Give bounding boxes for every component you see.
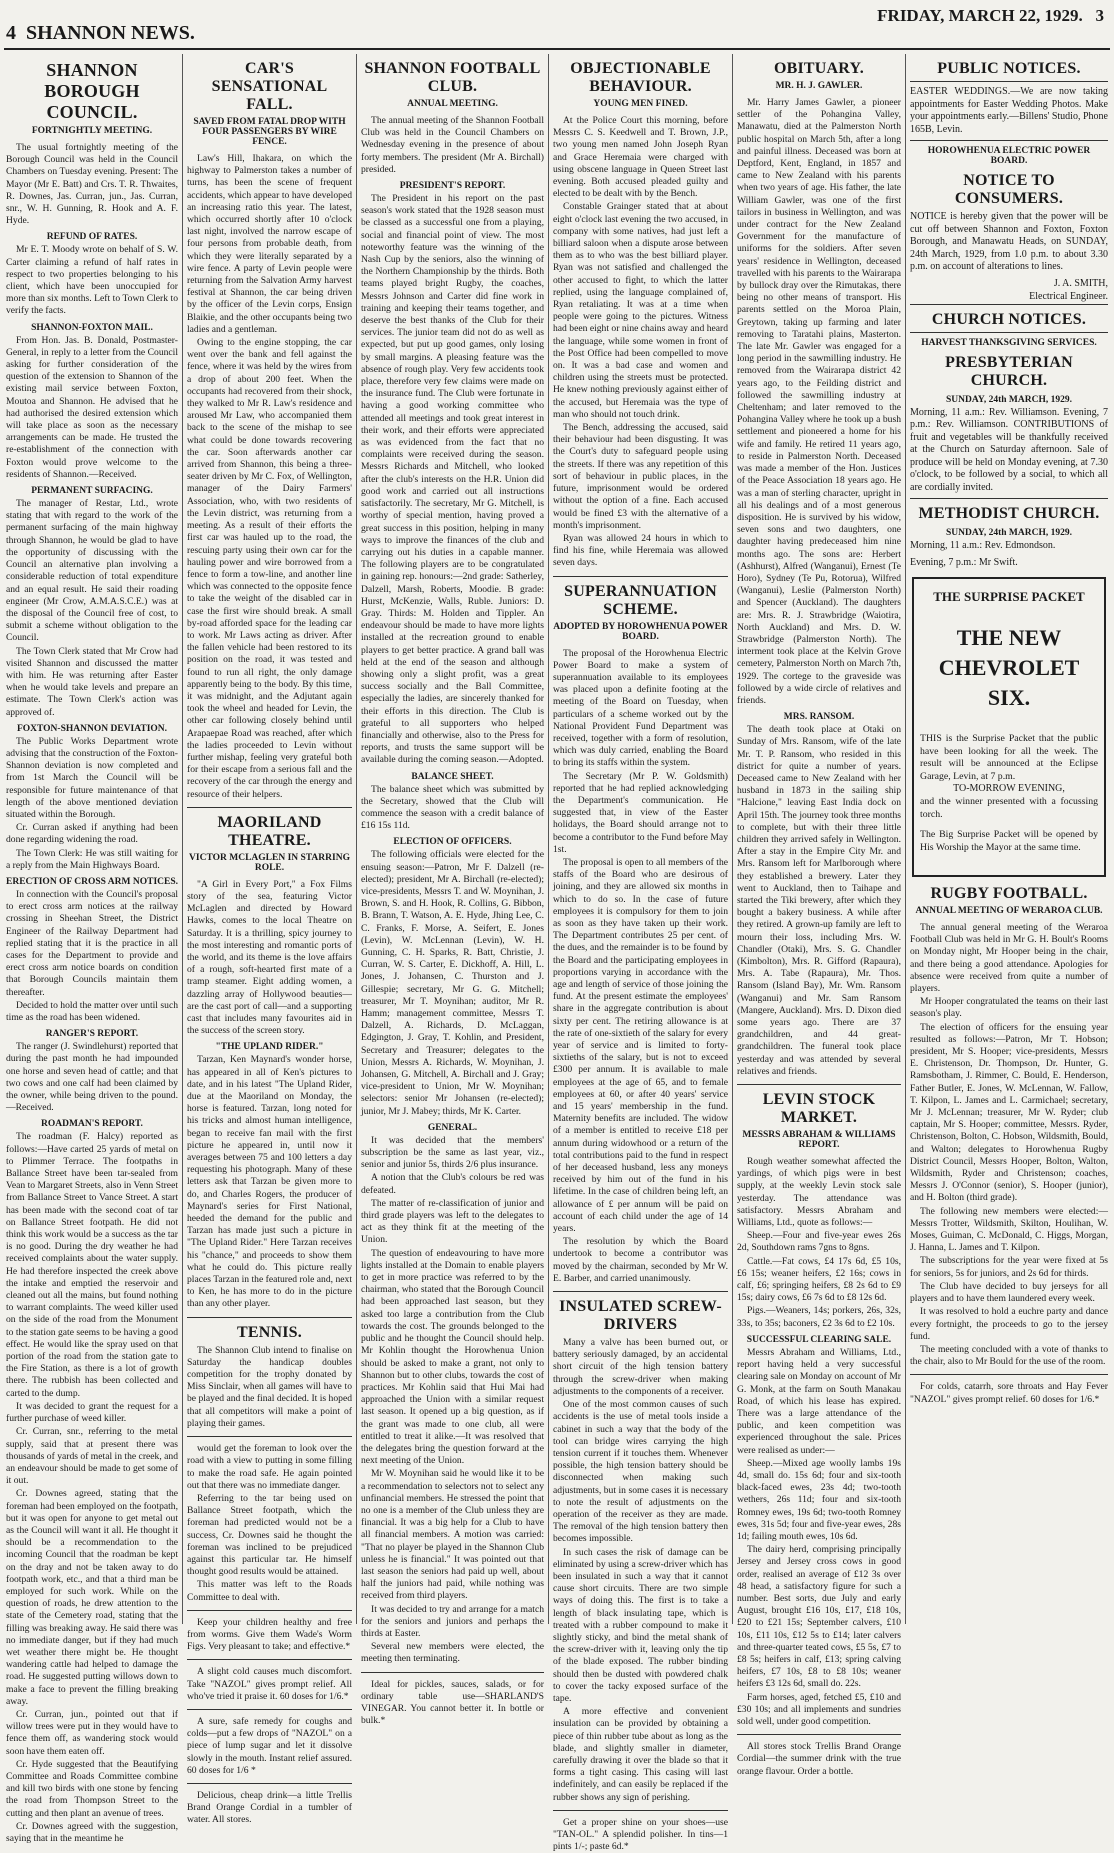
advert-body: THIS is the Surprise Packet that the public have been looking for all the week. The result will be announced at the Eclipse Garage, Levin, at 7 p.m. (920, 733, 1098, 782)
divider (910, 1374, 1108, 1375)
power-board-title: HOROWHENUA ELECTRIC POWER BOARD. (927, 146, 1091, 166)
section-heading: ERECTION OF CROSS ARM NOTICES. (6, 876, 178, 887)
paragraph: It was resolved to hold a euchre party and dance every fortnight, the proceeds to go to the jersey fund. (910, 1306, 1108, 1342)
paragraph: Sheep.—Four and five-year ewes 26s 2d, Southdown rams 7gns to 8gns. (737, 1230, 901, 1254)
divider (187, 1783, 352, 1784)
section-heading: GENERAL. (427, 1122, 478, 1133)
section-heading: ELECTION OF OFFICERS. (393, 837, 512, 848)
section-heading: FOXTON-SHANNON DEVIATION. (16, 723, 168, 734)
paragraph: One of the most common causes of such accidents is the use of metal tools inside a cabinet in such a way that the body of the tool can bridge wires carrying the high tension current if it touches them. Whenever possible, the high tension battery should be disconnected when making such adjustments, but in some cases it is necessary to note the result of adjustments on the operation of the receiver as they are made. The removal of the high tension battery then becomes impossible. (553, 1399, 728, 1545)
advert-line: CHEVROLET (938, 655, 1080, 680)
divider (553, 576, 728, 577)
divider (910, 140, 1108, 141)
headline-rugby-football: RUGBY FOOTBALL. (930, 885, 1088, 902)
subhead-stock-report: MESSRS ABRAHAM & WILLIAMS REPORT. (742, 1130, 896, 1151)
paragraph: Messrs Abraham and Williams, Ltd., report having held a very successful clearing sale on Monday on account of Mr G. Monk, at the farm on South Manakau Road, of which his lease has expired. There was a large attendance of the public, and keen competition was experienced throughout the sale. Prices were realised as under:— (737, 1346, 901, 1456)
paragraph: Mr W. Moynihan said he would like it to be a recommendation to selectors not to select any unfinancial members. He stressed the point that no one is a member of the Club unless they are financial. It was a big help for a Club to have all financial members. A motion was carried: "That no player be played in the Shannon Club unless he is financial." It was pointed out that last season the seniors had paid up well, about half the juniors had paid, while nothing was received from third players. (361, 1468, 544, 1602)
page-number-right: 3 (1095, 6, 1104, 25)
advert-mayor: The Big Surprise Packet will be opened by His Worship the Mayor at the same time. (920, 829, 1098, 853)
divider (910, 304, 1108, 305)
paragraph: Several new members were elected, the meeting then terminating. (361, 1641, 544, 1665)
article-body (6, 142, 178, 1845)
paragraph: Many a valve has been burned out, or battery seriously damaged, by an accidental short circuit of the high tension battery through the screw-driver when making adjustments to the components of a receiver. (553, 1337, 728, 1397)
section-heading: MRS. RANSOM. (783, 712, 855, 723)
paragraph: The manager of Restar, Ltd., wrote stating that with regard to the work of the permanent surfacing of the main highway through Shannon, he would be glad to have the opportunity of discussing with the Council an alternative plan involving a considerable reduction of total expenditure and an equal result. He said their roading engineer (Mr Crow, A.M.A.S.C.E.) was at the disposal of the Council free of cost, to submit a scheme without obligation to the Council. (6, 498, 178, 644)
paragraph: It was decided to try and arrange for a match for the seniors and juniors and perhaps the thirds at Easter. (361, 1603, 544, 1639)
methodist-evening: Evening, 7 p.m.: Mr Swift. (910, 556, 1018, 568)
headline-car-fall: CAR'S SENSATIONAL FALL. (211, 60, 328, 113)
divider (187, 1317, 352, 1318)
paragraph: The balance sheet which was submitted by the Secretary, showed that the Club will commence the season with a credit balance of £16 15s 11d. (361, 783, 544, 832)
paragraph: Owing to the engine stopping, the car went over the bank and fell against the fence, where it was held by the wires from a drop of about 200 feet. When the occupants had recovered from their shock, they walked to Mr R. Law's residence and aroused Mr Law, who accompanied them back to the scene of the mishap to see what could be done towards recovering the car. Soon afterwards another car arrived from Shannon, this being a three-seater driven by Mr C. Fox, of Wellington, manager of the Dairy Farmers' Association, who, with two residents of the Levin district, was returning from a meeting. As a result of their efforts the first car was hauled up to the road, the rescuing party using their own car for the hauling power and wire borrowed from a fence to form a tow-line, and another line which was connected to the opposite fence to take the weight of the disabled car in case the first wire should break. A small by-road afforded space for the leading car to work. Mr Laws acting as driver. After the fallen vehicle had been restored to its position on the road, it was tested and found to run all right, the only damage apparently being to the body. By this time, it was midnight, and the Adjutant again took the wheel and headed for Levin, the other car following closely behind until Arapaepae Road was reached, after which the ladies proceeded to Levin without further mishap, feeling very grateful both for their escape from a serious fall and the recovery of the car through the energy and resource of their helpers. (187, 337, 352, 800)
section-heading: RANGER'S REPORT. (45, 1029, 139, 1040)
notice-easter-weddings: EASTER WEDDINGS.—We are now taking appointments for Easter Wedding Photos. Make your appointments early.—Billens' Studio, Phone 165B, Levin. (910, 86, 1108, 135)
headline-church-notices: CHURCH NOTICES. (931, 310, 1087, 328)
headline-borough-council: SHANNON BOROUGH COUNCIL. (44, 60, 140, 122)
divider (553, 1810, 728, 1811)
paragraph: Cr. Hyde suggested that the Beautifying Committee and Roads Committee combine and kill two birds with one stone by fencing the road from Thompson Street to the cutting and then plant an avenue of trees. (6, 1758, 178, 1819)
subhead-superannuation: ADOPTED BY HOROWHENUA POWER BOARD. (553, 621, 728, 642)
subhead-annual-meeting: ANNUAL MEETING. (407, 99, 498, 109)
advert-title: THE SURPRISE PACKET (933, 589, 1085, 604)
paragraph: This matter was left to the Roads Committee to deal with. (187, 1579, 352, 1603)
headline-superannuation: SUPERANNUATION SCHEME. (564, 582, 717, 618)
headline-football-club: SHANNON FOOTBALL CLUB. (364, 60, 541, 95)
section-heading: "THE UPLAND RIDER." (215, 1042, 324, 1053)
section-heading: SUCCESSFUL CLEARING SALE. (746, 1334, 892, 1345)
paragraph: Sheep.—Mixed age woolly lambs 19s 4d, small do. 15s 6d; four and six-tooth black-faced ewes, 23s 4d; two-tooth wethers, 26s 11d; four and six-tooth Romney ewes, 19s 6d; two-tooth Romney ewes, 31s 5d; four and five-year ewes, 28s 1d; failing mouth ewes, 10s 6d. (737, 1457, 901, 1542)
subhead-theatre: VICTOR MCLAGLEN IN STARRING ROLE. (189, 852, 350, 873)
headline-obituary: OBITUARY. (773, 60, 864, 77)
headline-screwdrivers: INSULATED SCREW-DRIVERS (559, 1298, 722, 1334)
paragraph: The Club have decided to buy jerseys for all players and to have them laundered every week. (910, 1280, 1108, 1305)
paragraph: From Hon. Jas. B. Donald, Postmaster-General, in reply to a letter from the Council asking for further consideration of the question of the extension to Shannon of the existing mail service between Foxton, Moutoa and Shannon. He advised that he had authorised the desired extension which will take place as soon as the necessary arrangements can be made. He trusted the re-establishment of the connection with Foxton would prove welcome to the residents of Shannon.—Received. (6, 334, 178, 480)
headline-tennis: TENNIS. (237, 1323, 302, 1341)
column-obituary (733, 54, 905, 1777)
column-borough-council (2, 54, 182, 1844)
power-notice-text: NOTICE is hereby given that the power will be cut off between Shannon and Foxton, Foxton Borough, and Manawatu Heads, on SUNDAY, 24th March, 1929, from 1.0 p.m. to about 3.30 p.m. on account of alterations to lines. (910, 211, 1108, 272)
paragraph: A more effective and convenient insulation can be provided by obtaining a piece of thin rubber tube about as long as the blade, and slightly smaller in diameter, carefully drawing it over the blade so that it forms a tight casing. This casing will last indefinitely, and can easily be replaced if the rubber shows any sign of perishing. (553, 1706, 728, 1803)
advert-text: Ideal for pickles, sauces, salads, or for ordinary table use—SHARLAND'S VINEGAR. You cannot better it. In bottle or bulk.* (361, 1678, 544, 1727)
advert-line: THE NEW (956, 625, 1062, 650)
paragraph: The annual general meeting of the Weraroa Football Club was held in Mr G. H. Boult's Rooms on Monday night, Mr Hooper being in the chair, and there being a good attendance. Apologies for absence were received from quite a number of players. (910, 922, 1108, 995)
section-heading: PERMANENT SURFACING. (31, 486, 153, 497)
paragraph: The proposal of the Horowhenua Electric Power Board to make a system of superannuation available to its employees was placed upon a definite footing at the meeting of the Board on Tuesday, when particulars of a scheme worked out by the National Provident Fund Department was received, together with a form of resolution, which was duly carried, enabling the Board to bring its staffs within the system. (553, 647, 728, 769)
methodist-date: SUNDAY, 24th MARCH, 1929. (946, 528, 1072, 538)
section-heading: SHANNON-FOXTON MAIL. (31, 322, 153, 333)
paragraph: The subscriptions for the year were fixed at 5s for seniors, 5s for juniors, and 2s 6d for thirds. (910, 1255, 1108, 1279)
paragraph: The following new members were elected:—Messrs Trotter, Wildsmith, Skilton, Houlihan, W. Moses, Guiman, C. McDonald, C. Higgs, Morgan, J. Hanna, L. James and T. Kilpon. (910, 1205, 1108, 1254)
advert-text: Get a proper shine on your shoes—use "TAN-OL." A splendid polisher. In tins—1 pints 1/-; paste 6d.* (553, 1816, 728, 1853)
paragraph: Cr. Curran, snr., referring to the metal supply, said that at present there was thousands of yards of metal in the creek, and an endeavour should be made to get some of it out. (6, 1426, 178, 1487)
paragraph: Constable Grainger stated that at about eight o'clock last evening the two accused, in company with some natives, had just left a billiard saloon when a dispute arose between them as to who was the best billiard player. Ryan was not satisfied and challenged the other accused to fight, to which the latter replied, using the language complained of, Ryan retaliating. It was at a time when people were going to the pictures. Witness had been eight or nine chains away and heard the language, while some women in front of the Post Office had been compelled to move on. It was a bad case and women and children using the streets must be protected. He knew nothing previously against either of the accused, but Heremaia was the type of man who should not touch drink. (553, 201, 728, 420)
subhead-car-fall: SAVED FROM FATAL DROP WITH FOUR PASSENGERS BY WIRE FENCE. (193, 117, 346, 147)
paragraph: The Public Works Department wrote advising that the construction of the Foxton-Shannon deviation is now completed and from 1st March the Council will be responsible for future maintenance of that length of the above mentioned deviation situated within the Borough. (6, 735, 178, 820)
paragraph: The death took place at Otaki on Sunday of Mrs. Ransom, wife of the late Mr. T. P. Ransom, who resided in this district for quite a number of years. Deceased came to New Zealand with her husband in 1873 in the sailing ship "Halcione," leaving East India dock on April 15th. The journey took three months to complete, but with their three little children they arrived safely in Wellington. After a stay in the Empire City Mr. and Mrs. Ransom left for Marlborough where they established a brewery. Later they went to Auckland, then to Taihape and started the Tiki brewery, after which they bought a bakery business. A while after they retired. A grown-up family are left to mourn their loss, including Mrs. W. Chandler (Otaki), Mrs. S. G. Chandler (Kimbolton), Mrs. R. Gifford (Rapaura), Mrs. A. Tabe (Rapaura), Mr. Thos. Ransom (Island Bay), Mr. Wm. Ransom (Wanganui) and Mr. Sam Ransom (Mangere, Auckland). Mrs. D. Dixon died some years ago. There are 37 grandchildren, and 44 great-grandchildren. The funeral took place yesterday and was attended by several relatives and friends. (737, 724, 901, 1077)
chevrolet-advert (912, 577, 1106, 877)
paragraph: In connection with the Council's proposal to erect cross arm notices at the railway crossing in Sheehan Street, the District Engineer of the Railway Department had replied stating that it is the practice in all cases for the Department to provide and erect cross arm notice boards on condition that Borough Councils maintain them thereafter. (6, 888, 178, 998)
paragraph: The roadman (F. Halcy) reported as follows:—Have carted 25 yards of metal on to Plimmer Terrace. The footpaths in Ballance Street have been tar-sealed from Vean to Margaret Streets, also in Venn Street from Ballance Street to Vance Street. A start has been made with the second coat of tar on Ballance Street footpath. He did not think this work would be a success as the tar is no good. During the dry weather he had received complaints about the water supply. He had therefore inspected the creek above the intake and emptied the reservoir and cleaned out all the mains, but found nothing to warrant complaints. The weed killer used on the side of the road from the Monument to the station gate seems to be having a good effect. He would like the spray used on that portion of the road from the station gate to the Fire Station, as there is a lot of growth there. The rubbish has been collected and carted to the dump. (6, 1131, 178, 1399)
paragraph: The question of endeavouring to have more lights installed at the Domain to enable players to get in more practice was referred to by the chairman, who stated that the Borough Council had been approached last season, but they asked too large a contribution from the Club towards the cost. The grounds belonged to the public and he thought the Council should help. Mr Kohlin thought the Horowhenua Union should be asked to make a grant, not only to Shannon but to other clubs, towards the cost of practices. Mr Kohlin said that Hui Mai had approached the Union with a similar request last season. It opened up a big question, as if the grant was made to one club, all were entitled to treat it alike.—It was resolved that the delegates bring the question forward at the next meeting of the Union. (361, 1247, 544, 1467)
advert-text: For colds, catarrh, sore throats and Hay Fever "NAZOL" gives prompt relief. 60 doses for 1/6.* (910, 1381, 1108, 1405)
divider (361, 1672, 544, 1673)
harvest-services: HARVEST THANKSGIVING SERVICES. (921, 337, 1097, 348)
divider (910, 81, 1108, 82)
divider (910, 332, 1108, 333)
advert-text: Delicious, cheap drink—a little Trellis Brand Orange Cordial in a tumbler of water. All stores. (187, 1789, 352, 1826)
paragraph: "A Girl in Every Port," a Fox Films story of the sea, featuring Victor McLaglen and directed by Howard Hawks, comes to the local Theatre on Saturday. It is a thrilling, spicy journey to the most interesting and romantic ports of the world, and its theme is the love affairs of a rough, soft-hearted first mate of a tramp steamer. Eight adding women, a dazzling array of Hollywood beauties—are the cast port of call—and a supporting cast that includes many favourites aid in the success of the screen story. (187, 878, 352, 1037)
column-objectionable-behaviour (549, 54, 732, 1853)
paragraph: In such cases the risk of damage can be eliminated by using a screw-driver which has been insulated in such a way that it cannot cause short circuits. There are two simple ways of doing this. The first is to take a length of black insulating tape, which is treated with a rubber compound to make it slightly sticky, and bind the metal shank of the screw-driver with it, leaving only the tip of the blade exposed. The rubber binding should then be dusted with powdered chalk to cover the tacky exposed surface of the tape. (553, 1546, 728, 1704)
paragraph: The annual meeting of the Shannon Football Club was held in the Council Chambers on Wednesday evening in the presence of about forty members. The president (Mr A. Birchall) presided. (361, 115, 544, 175)
advert-line: SIX. (987, 685, 1031, 710)
paragraph: Tarzan, Ken Maynard's wonder horse, has appeared in all of Ken's pictures to date, and in his latest "The Upland Rider, due at the Maoriland on Monday, the horse is featured. Tarzan, long noted for his tricks and almost human intelligence, began to receive fan mail with the first picture he appeared in, until now it averages between 75 and 100 letters a day requesting his photograph. Many of these letters ask that Tarzan be given more to do, and Charles Rogers, the producer of Maynard's series for First National, heeded the demand for the public and Tarzan has made just such a picture in "The Upland Rider." Here Tarzan receives his "chance," and proceeds to show them what he could do. This picture really places Tarzan in the featured role and, next to Ken, he has more to do in the picture than any other player. (187, 1054, 352, 1310)
divider (187, 1436, 352, 1437)
methodist-morning: Morning, 11 a.m.: Rev. Edmondson. (910, 540, 1056, 551)
divider (910, 498, 1108, 499)
presbyterian-text: Morning, 11 a.m.: Rev. Williamson. Evening, 7 p.m.: Rev. Williamson. CONTRIBUTIONS of fruit and vegetables will be thankfully received at the Church on Saturday afternoon. Sale of produce will be held on Monday evening, at 7.30 o'clock, to be followed by a social, to which all are cordially invited. (910, 406, 1108, 493)
paragraph: It was decided that the members' subscription be the same as last year, viz., senior and junior 5s, thirds 2/6 plus insurance. (361, 1134, 544, 1171)
masthead-rule (4, 48, 1110, 50)
column-football-club (357, 54, 548, 1727)
page-number-left: 4 (6, 22, 16, 44)
section-heading: REFUND OF RATES. (46, 232, 138, 243)
advert-text: All stores stock Trellis Brand Orange Cordial—the summer drink with the true orange flavour. Order a bottle. (737, 1741, 901, 1777)
divider (187, 1659, 352, 1660)
paragraph: Pigs.—Weaners, 14s; porkers, 26s, 32s, 33s, to 35s; baconers, £2 3s 6d to £2 10s. (737, 1305, 901, 1329)
paragraph: Cr. Downes agreed with the suggestion, saying that in the meantime he (6, 1820, 178, 1844)
paragraph: Referring to the tar being used on Ballance Street footpath, which the foreman had predicted would not be a success, Cr. Downes said he thought the foreman was inclined to be prejudiced against this particular tar. He himself thought good results would be attained. (187, 1492, 352, 1578)
divider (187, 807, 352, 808)
paragraph: Farm horses, aged, fetched £5, £10 and £30 10s; and all implements and sundries sold well, under good competition. (737, 1691, 901, 1727)
paragraph: It was decided to grant the request for a further purchase of weed killer. (6, 1400, 178, 1425)
paragraph: The Bench, addressing the accused, said their behaviour had been disgusting. It was the Court's duty to safeguard people using the streets. If there was any repetition of this sort of behaviour in public places, in the future, imprisonment would be ordered without the option of a fine. Each accused would be fined £3 with the alternative of a month's imprisonment. (553, 422, 728, 531)
paragraph: The following officials were elected for the ensuing season:—Patron, Mr F. Dalzell (re-elected); president, Mr A. Birchall (re-elected); vice-presidents, Messrs T. and W. Moynihan, J. Brown, S. and H. Hook, R. Collins, G. Bibbon, B. Brann, T. Watson, A. E. Hyde, Jhing Lee, C. C. Franks, F. Morse, A. Seifert, E. Jones (Levin), W. McLennan (Levin), W. H. Gunning, C. H. Sparks, R. Batt, Christie, J. Curran, W. S. Carter, E. Dickhoff, A. Hill, L. Jones, J. Johansen, C. Thurston and J. Gillespie; secretary, Mr G. G. Mitchell; treasurer, Mr T. Moynihan; auditor, Mr R. Hamm; management committee, Messrs T. Dalzell, A. Richards, D. McLaggan, Edgington, J. Gray, T. Kohlin, and President, Secretary and Treasurer; delegates to the Union, Messrs A. Richards, W. Moynihan, J. Johansen, G. Mitchell, A. Birchall and J. Gray; vice-president to Union, Mr W. Moynihan; selectors: senior Mr Johansen (re-elected); junior, Mr J. Mabey; thirds, Mr K. Carter. (361, 849, 544, 1117)
headline-maoriland-theatre: MAORILAND THEATRE. (217, 813, 322, 849)
advert-text: A slight cold causes much discomfort. Take "NAZOL" gives prompt relief. All who've tried it praise it. 60 doses for 1/6.* (187, 1666, 352, 1702)
paragraph: The Town Clerk: He was still waiting for a reply from the Main Highways Board. (6, 847, 178, 871)
advert-text: A sure, safe remedy for coughs and colds—put a few drops of "NAZOL" on a piece of lump sugar and let it dissolve slowly in the mouth. Instant relief assured. 60 doses for 1/6 * (187, 1715, 352, 1776)
section-heading: BALANCE SHEET. (411, 771, 494, 782)
paragraph: Ryan was allowed 24 hours in which to find his fine, while Heremaia was allowed seven days. (553, 532, 728, 569)
power-signature-name: J. A. SMITH, (1053, 277, 1108, 289)
paragraph: A notion that the Club's colours be red was defeated. (361, 1172, 544, 1196)
divider (737, 1084, 901, 1085)
paper-title: SHANNON NEWS. (26, 22, 195, 44)
paragraph: The dairy herd, comprising principally Jersey and Jersey cross cows in good order, realised an average of £12 3s over 48 head, a satisfactory figure for such a number. Best sorts, due July and early August, brought £16 10s, £17, £18 10s, £20 to £21 15s; September calvers, £10 10s, £11 10s, £12 5s to £14; later calvers and three-quarter teated cows, £5 5s, £7 to £8 5s; heifers in calf, £13; spring calving heifers, £7 10s, £8 to £8 10s; weaner heifers £3 12s 6d, small do. 22s. (737, 1544, 901, 1690)
divider (737, 1734, 901, 1735)
masthead (0, 0, 1114, 52)
paragraph: Cattle.—Fat cows, £4 17s 6d, £5 10s, £6 15s; weaner heifers, £2 16s; cows in calf, £6; springing heifers, £8 2s 6d to £9 15s; dairy cows, £6 7s 6d to £8 12s 6d. (737, 1255, 901, 1304)
paragraph: The matter of re-classification of junior and third grade players was left to the delegates to act as they think fit at the meeting of the Union. (361, 1197, 544, 1246)
paragraph: Mr. Harry James Gawler, a pioneer settler of the Pohangina Valley, Manawatu, died at the Palmerston North public hospital on March 5th, after a long and painful illness. Deceased was born at Deptford, Kent, England, in 1857 and came to New Zealand with his parents when two years of age. His father, the late William Gawler, was one of the first tailors in business in Wellington, and was under contract for the New Zealand Government for the manufacture of uniforms for the soldiers. After seven years' residence in Wellington, deceased travelled with his parents to the Wairarapa by bullock dray over the Rimutakas, there being no other means of transport. His parents settled on the Moroa Plain, Greytown, taking up farming and later removing to Taratahi plains, Masterton. The late Mr. Gawler was engaged for a long period in the sawmilling industry. He removed from the Wairarapa district 42 years ago, to the Feilding district and followed the sawmilling industry at Cheltenham; and later removed to the Pohangina Valley where he took up a bush settlement and pioneered a home for his wife and family. He retired 11 years ago, to reside in Palmerston North. Deceased was made a member of the Hon. Justices of the Peace Association 18 years ago. He was a man of sterling character, upright in all his dealings and of a most generous disposition. He is survived by his widow, seven sons and two daughters, one daughter having predeceased him nine months ago. The sons are: Herbert (Ashhurst), Alfred (Wanganui), Ernest (Te Horo), Sydney (Te Pu, Rotorua), Wilfred (Wanganui), Leslie (Palmerston North) and Spencer (Auckland). The daughters are: Mrs. R. J. Strawbridge (Waiotira, North Auckland) and Mrs. D. W. Strawbridge (Palmerston North). The interment took place at the Kelvin Grove cemetery, Palmerston North on March 7th, 1929. The cortege to the graveside was followed by a wide circle of relatives and friends. (737, 97, 901, 706)
subhead-gawler: MR. H. J. GAWLER. (775, 81, 863, 91)
paragraph: The ranger (J. Swindlehurst) reported that during the past month he had impounded one horse and seven head of cattle; and that two cows and one calf had been claimed by the owner, while being driven to the pound.—Received. (6, 1041, 178, 1114)
paragraph: The Shannon Club intend to finalise on Saturday the handicap doubles competition for the trophy donated by Miss Sinclair, when all games will have to be played and the final decided. It is hoped that all competitors will make a point of playing their games. (187, 1344, 352, 1429)
divider (187, 1610, 352, 1611)
paragraph: The Town Clerk stated that Mr Crow had visited Shannon and discussed the matter with him. He was returning after Easter when he would take levels and prepare an estimate. The Town Clerk's action was approved of. (6, 645, 178, 718)
paragraph: Cr. Curran asked if anything had been done regarding widening the road. (6, 822, 178, 846)
power-signature-title: Electrical Engineer. (1029, 290, 1108, 302)
divider (553, 1291, 728, 1292)
subhead-young-men-fined: YOUNG MEN FINED. (593, 99, 688, 109)
headline-objectionable-behaviour: OBJECTIONABLE BEHAVIOUR. (570, 60, 711, 95)
paragraph: The Secretary (Mr P. W. Goldsmith) reported that he had replied acknowledging the Department's communication. He suggested that, in view of the Easter holidays, the Board should arrange not to become a contributor to the Fund before May 1st. (553, 770, 728, 855)
paragraph: would get the foreman to look over the road with a view to putting in some filling to make the road safe. He again pointed out that there was no immediate danger. (187, 1443, 352, 1491)
advert-evening: TO-MORROW EVENING, (953, 783, 1065, 794)
paragraph: The usual fortnightly meeting of the Borough Council was held in the Council Chambers on Tuesday evening. Present: The Mayor (Mr E. Batt) and Crs. T. R. Thwaites, R. Downes, Jas. Curran, jun., Jas. Curran, snr., W. H. Gunning, R. Hook and A. F. Hyde. (6, 142, 178, 227)
issue-date: FRIDAY, MARCH 22, 1929. (877, 6, 1083, 25)
column-car-fall (183, 54, 356, 1826)
paragraph: Decided to hold the matter over until such time as the road has been widened. (6, 999, 178, 1023)
presbyterian-date: SUNDAY, 24th MARCH, 1929. (946, 394, 1072, 405)
masthead-left (6, 22, 195, 45)
paragraph: The resolution by which the Board undertook to become a contributor was moved by the chairman, seconded by Mr W. E. Barber, and carried unanimously. (553, 1236, 728, 1284)
column-public-notices (906, 54, 1112, 1624)
paragraph: The meeting concluded with a vote of thanks to the chair, also to Mr Bould for the use of the room. (910, 1343, 1108, 1368)
paragraph: The proposal is open to all members of the staffs of the Board who are desirous of joining, and they are allowed six months in which to do so. In the case of future employees it is compulsory for them to join as soon as they have taken up their work. The Department contributes 25 per cent. of the dues, and the remainder is to be found by the Board and the participating employees in proportions varying in accordance with the age and length of service of those joining the fund. At the present estimate the employees' share in the aggregate contribution is about sixty per cent. The retiring allowance is at the rate of one-sixtieth of the salary for every year of service and is limited to forty-sixtieths of the salary, but is not to exceed £300 per annum. It is available to male employees at the age of 65, and to female employees at 60, or after 40 years' service and 15 years' membership in the fund. Maternity benefits are included. The widow of a member is entitled to receive £18 per annum during widowhood or a return of the total contributions paid to the fund in respect of her deceased husband, less any moneys received by him out of the fund in his lifetime. In the case of children being left, an allowance of £ per annum will be paid on account of each child under the age of 14 years. (553, 856, 728, 1235)
paragraph: Law's Hill, Ihakara, on which the highway to Palmerston takes a number of turns, has been the scene of frequent accidents, which appear to have developed an increasing ratio this year. The latest, which occurred shortly after 10 o'clock last night, involved the narrow escape of four persons from probable death, from which they were literally separated by a wire fence. A party of Levin people were returning from the Salvation Army harvest festival at Shannon, the car being driven by the officer of the Levin corps, Ensign Blaikie, and the other occupants being two ladies and a gentleman. (187, 153, 352, 335)
paragraph: At the Police Court this morning, before Messrs C. S. Keedwell and T. Brown, J.P., two young men named John Joseph Ryan and Grace Heremaia were charged with using obscene language in Queen Street last evening. Both accused pleaded guilty and elected to be dealt with by the Bench. (553, 115, 728, 200)
paragraph: Mr Hooper congratulated the teams on their last season's play. (910, 996, 1108, 1020)
paragraph: Cr. Curran, jun., pointed out that if willow trees were put in they would have to fence them off, as wandering stock would soon have them eaten off. (6, 1708, 178, 1757)
notice-to-consumers: NOTICE TO CONSUMERS. (954, 172, 1064, 207)
presbyterian-church: PRESBYTERIAN CHURCH. (945, 353, 1073, 389)
paragraph: The President in his report on the past season's work stated that the 1928 season must be classed as a successful one from a playing, social and financial point of view. The most noteworthy feature was the winning of the Nash Cup by the seniors, also the winning of the Northern Championship by the thirds. Both teams played bright Rugby, the coaches, Messrs Johnson and Carter did fine work in training and keeping their teams together, and deserve the best thanks of the Club for their services. The junior team did not do as well as expected, but put up good games, only losing by small margins. A pleasing feature was the absence of rough play. Very few accidents took place, therefore very few claims were made on the insurance fund. The Club were fortunate in having a good working committee who attended all meetings and took great interest in their work, and their efforts were appreciated as was evidenced from the fact that no complaints were received during the season. Messrs Richards and Mitchell, who looked after the club's interests on the H.R. Union did good work and carried out all instructions satisfactorily. The secretary, Mr G. Mitchell, is worthy of special mention, having proved a great success in this position, helping in many ways to improve the finances of the club and carrying out his duties in a capable manner. The following players are to be congratulated in gaining rep. honours:—2nd grade: Satherley, Dalzell, Marsh, Roberts, Moodie. B grade: Hurst, McKenzie, Walls, Ruble. Juniors: D. Gray. Thirds: M. Holden and Tippler. An endeavour should be made to have more lights installed at the recreation ground to enable players to get better practice. A grand ball was held at the end of the season and although showing only a slight profit, was a great success socially and the Ball Committee, especially the ladies, are sincerely thanked for their efforts in this direction. The Club is grateful to all supporters who helped financially and otherwise, also to the Press for reports, and trusts the same support will be available during the coming season.—Adopted. (361, 193, 544, 766)
section-heading: PRESIDENT'S REPORT. (399, 181, 506, 192)
advert-headline (920, 623, 1098, 713)
paragraph: Rough weather somewhat affected the yardings, of which pigs were in best supply, at the weekly Levin stock sale yesterday. The attendance was satisfactory. Messrs Abraham and Williams, Ltd., quote as follows:— (737, 1156, 901, 1229)
headline-public-notices: PUBLIC NOTICES. (937, 60, 1081, 77)
paragraph: Cr. Downes agreed, stating that the foreman had been employed on the footpath, but it was open for anyone to get metal out as the Council will want it all. He thought it should be a recommendation to the incoming Council that the roadman be kept on the dray and not be taken away to do footpath work, etc., and that a third man be employed for such work. While on the question of roads, he drew attention to the state of the Cemetery road, stating that the filling was breaking away. He said there was no immediate danger, but if they had much wet weather there might be. He thought wandering cattle had helped to damage the road. He suggested putting willows down to make a face to prevent the filling breaking away. (6, 1488, 178, 1707)
paragraph: Mr E. T. Moody wrote on behalf of S. W. Carter claiming a refund of half rates in respect to two properties belonging to his client, which have been unoccupied for more than six months. Left to Town Clerk to verify the facts. (6, 244, 178, 317)
headline-stock-market: LEVIN STOCK MARKET. (762, 1091, 876, 1127)
methodist-church: METHODIST CHURCH. (918, 505, 1100, 522)
masthead-right (877, 6, 1104, 26)
subhead-weraroa: ANNUAL MEETING OF WERAROA CLUB. (915, 906, 1103, 916)
divider (187, 1709, 352, 1710)
advert-text: Keep your children healthy and free from worms. Give them Wade's Worm Figs. Very pleasant to take; and effective.* (187, 1616, 352, 1653)
subhead-fortnightly-meeting: FORTNIGHTLY MEETING. (31, 126, 153, 136)
advert-winner: and the winner presented with a focussing torch. (920, 796, 1098, 820)
paragraph: The election of officers for the ensuing year resulted as follows:—Patron, Mr T. Hobson; president, Mr S. Hooper; vice-presidents, Messrs E. Christenson, Dr. Thompson, Dr. Hunter, G. Ramsbotham, J. Rimmer, C. Bould, E. Henderson, Father Butler, E. Jones, W. McLennan, W. Fallow, T. Kilpon, L. James and L. Carmichael; secretary, Mr J. McLennan; treasurer, Mr W. Ryder; club captain, Mr S. Hooper; committee, Messrs. Ryder, Christenson, Bolton, C. Hobson, Wildsmith, Bould, and Walton; delegates to Horowhenua Rugby District Council, Messrs Hooper, Bolton, Walton, Wildsmith, Ryder and Christenson; coaches, Messrs J. O'Connor (senior), S. Hooper (junior), and H. Bolton (third grade). (910, 1021, 1108, 1204)
section-heading: ROADMAN'S REPORT. (41, 1119, 143, 1130)
